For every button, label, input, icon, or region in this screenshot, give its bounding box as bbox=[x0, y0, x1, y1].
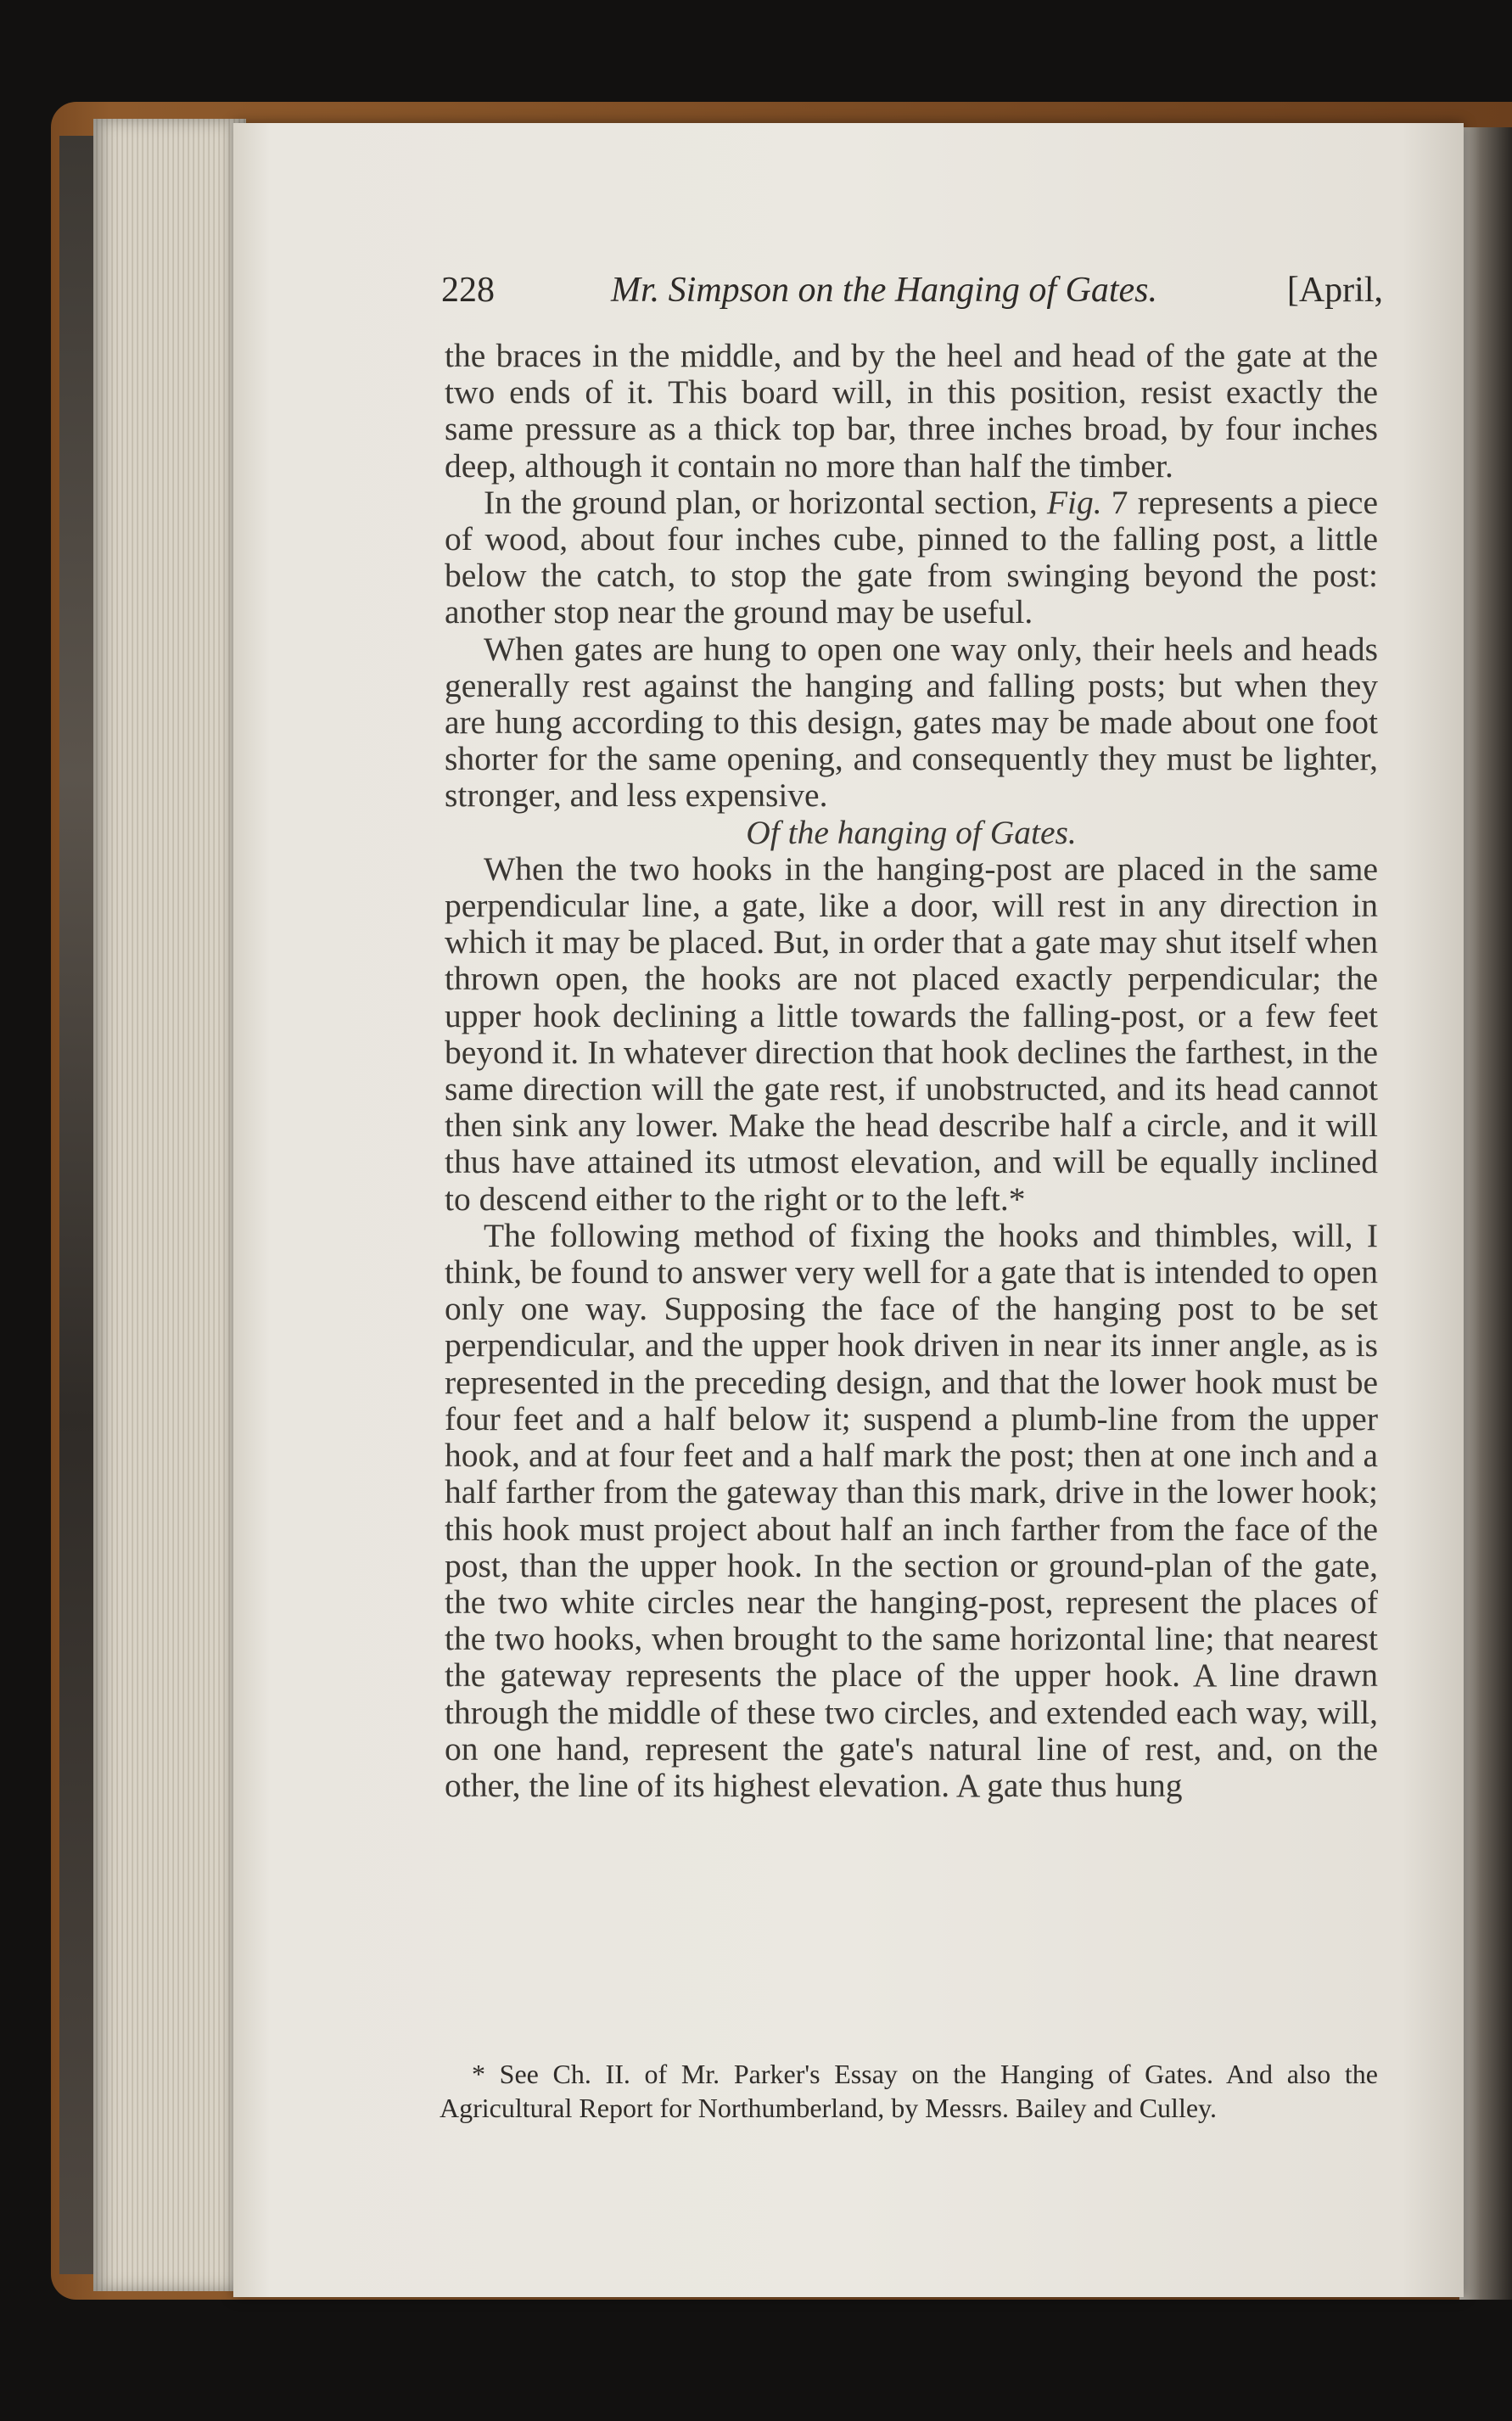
paragraph-5: The following method of fixing the hooks and thimbles, will, I think, be found to answer very well for a gate that is intended to open only one way. Supposing the face of the hanging post to be set perpendicular, and the upper hook driven in near its inner angle, as is represented in the preceding design, and that the lower hook must be four feet and a half below it; suspend a plumb-line from the upper hook, and at four feet and a half mark the post; then at one inch and a half farther from the gateway than this mark, drive in the lower hook; this hook must project about half an inch farther from the face of the post, than the upper hook. In the section or ground-plan of the gate, the two white circles near the hanging-post, represent the places of the two hooks, when brought to the same horizontal line; that nearest the gateway represents the place of the upper hook. A line drawn through the middle of these two circles, and extended each way, will, on one hand, represent the gate's natural line of rest, and, on the other, the line of its highest elevation. A gate thus hung bbox=[445, 1216, 1378, 1804]
page-body bbox=[445, 338, 1378, 1804]
paragraph-2 bbox=[445, 485, 1378, 631]
paragraph-3: When gates are hung to open one way only, their heels and heads generally rest against the hanging and falling posts; but when they are hung according to this design, gates may be made about one foot shorter for the same opening, and consequently they must be lighter, stronger, and less expensive. bbox=[445, 630, 1378, 815]
running-header bbox=[441, 270, 1383, 321]
right-binding-edge bbox=[1459, 127, 1512, 2300]
paragraph-1: the braces in the middle, and by the heel and head of the gate at the two ends of it. This board will, in this position, resist exactly the same pressure as a thick top bar, three inches broad, by four inches deep, although it contain no more than half the timber. bbox=[445, 337, 1378, 485]
fig-reference: Fig. bbox=[1046, 483, 1102, 521]
page-number: 228 bbox=[441, 271, 495, 310]
footnote bbox=[440, 2057, 1378, 2125]
page-stack-edge bbox=[93, 119, 246, 2291]
running-title: Mr. Simpson on the Hanging of Gates. bbox=[611, 271, 1157, 310]
section-subheading: Of the hanging of Gates. bbox=[746, 813, 1077, 851]
paragraph-4: When the two hooks in the hanging-post are placed in the same perpendicular line, a gate, like a door, will rest in any direction in which it may be placed. But, in order that a gate may shut itself when thrown open, the hooks are not placed exactly perpendicular; the upper hook declining a little towards the falling-post, or a few feet beyond it. In whatever direction that hook declines the farthest, in the same direction will the gate rest, if unobstructed, and its head cannot then sink any lower. Make the head describe half a circle, and it will thus have attained its utmost elevation, and will be equally inclined to descend either to the right or to the left.* bbox=[445, 849, 1378, 1218]
header-month: [April, bbox=[1286, 271, 1383, 310]
paragraph-2-rest: 7 represents a piece of wood, about four inches cube, pinned to the falling post, a little below the catch, to stop the gate from swinging beyond the post: another stop near the ground may be useful. bbox=[445, 483, 1378, 631]
paragraph-2-start: In the ground plan, or horizontal section, bbox=[484, 483, 1047, 521]
footnote-text: * See Ch. II. of Mr. Parker's Essay on the Hanging of Gates. And also the Agricultural Report for Northumberland, by Messrs. Bailey and Culley. bbox=[440, 2059, 1378, 2123]
